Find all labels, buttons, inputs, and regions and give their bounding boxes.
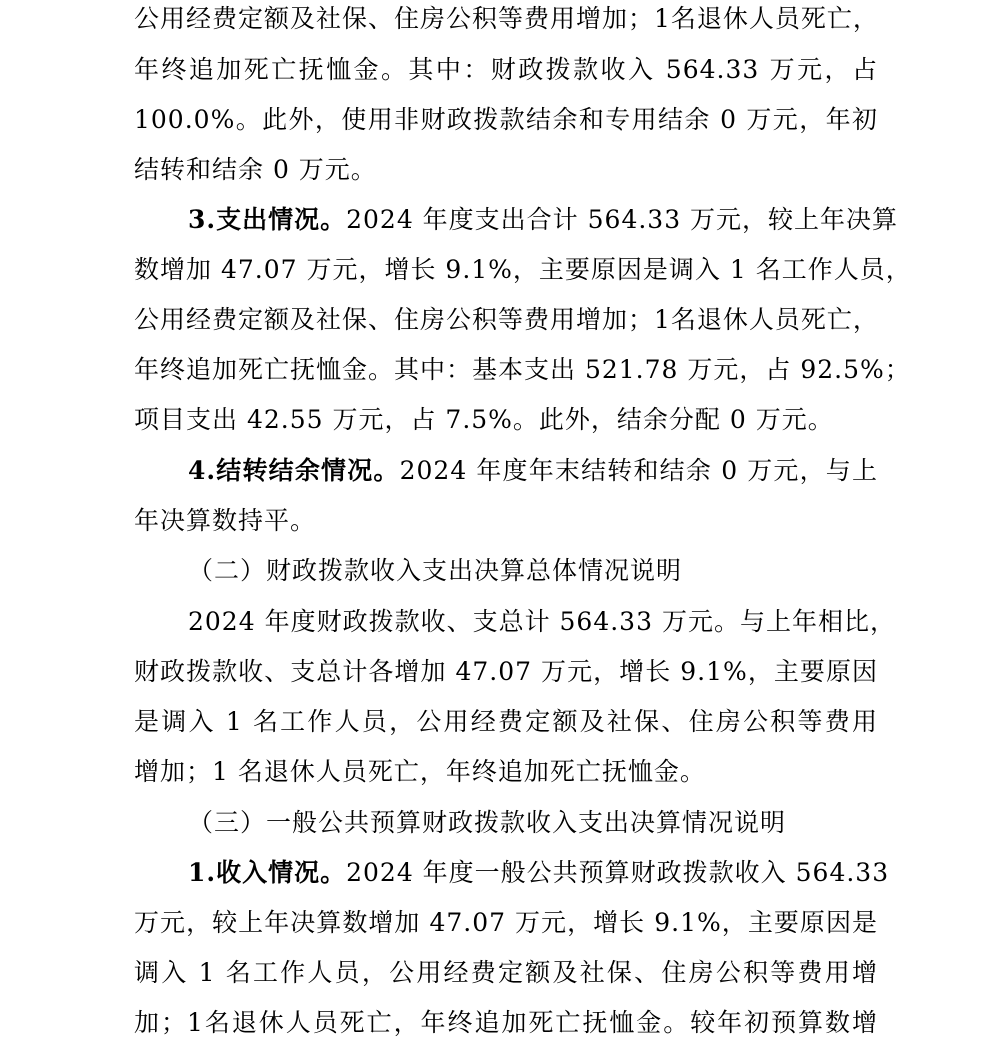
section-heading-fiscal-overview: （二）财政拨款收入支出决算总体情况说明 [188,556,683,585]
body-text-line: 年终追加死亡抚恤金。其中：财政拨款收入 564.33 万元，占 [134,55,878,84]
section-heading-income: 1.收入情况。 [188,858,347,887]
paragraph-expenditure [188,195,899,245]
section-heading-carryover: 4.结转结余情况。 [188,456,400,485]
body-text: 2024 年度年末结转和结余 0 万元，与上 [399,456,878,485]
body-text-line: 项目支出 42.55 万元，占 7.5%。此外，结余分配 0 万元。 [134,405,834,434]
body-text-line: 是调入 1 名工作人员，公用经费定额及社保、住房公积等费用 [134,707,878,736]
body-text: 2024 年度支出合计 564.33 万元，较上年决算 [346,205,899,234]
body-text-line: 2024 年度财政拨款收、支总计 564.33 万元。与上年相比， [188,607,896,636]
body-text-line: 结转和结余 0 万元。 [134,155,377,184]
body-text-line: 公用经费定额及社保、住房公积等费用增加；1名退休人员死亡， [134,305,879,334]
paragraph-carryover [188,446,878,496]
body-text-line: 年终追加死亡抚恤金。其中：基本支出 521.78 万元，占 92.5%； [134,355,911,384]
body-text: 2024 年度一般公共预算财政拨款收入 564.33 [346,858,890,887]
body-text-line: 增加；1 名退休人员死亡，年终追加死亡抚恤金。 [134,757,706,786]
paragraph-income [188,848,890,898]
section-heading-expenditure: 3.支出情况。 [188,205,347,234]
body-text-line: 万元，较上年决算数增加 47.07 万元，增长 9.1%，主要原因是 [134,908,878,937]
body-text-line: 公用经费定额及社保、住房公积等费用增加；1名退休人员死亡， [134,4,879,33]
body-text-line: 数增加 47.07 万元，增长 9.1%，主要原因是调入 1 名工作人员， [134,255,912,284]
body-text-line: 年决算数持平。 [134,506,317,535]
body-text-line: 财政拨款收、支总计各增加 47.07 万元，增长 9.1%，主要原因 [134,657,878,686]
section-heading-general-budget: （三）一般公共预算财政拨款收入支出决算情况说明 [188,808,787,837]
body-text-line: 调入 1 名工作人员，公用经费定额及社保、住房公积等费用增 [134,958,878,987]
body-text-line: 加；1名退休人员死亡，年终追加死亡抚恤金。较年初预算数增 [134,1008,878,1037]
body-text-line: 100.0%。此外，使用非财政拨款结余和专用结余 0 万元，年初 [134,105,878,134]
